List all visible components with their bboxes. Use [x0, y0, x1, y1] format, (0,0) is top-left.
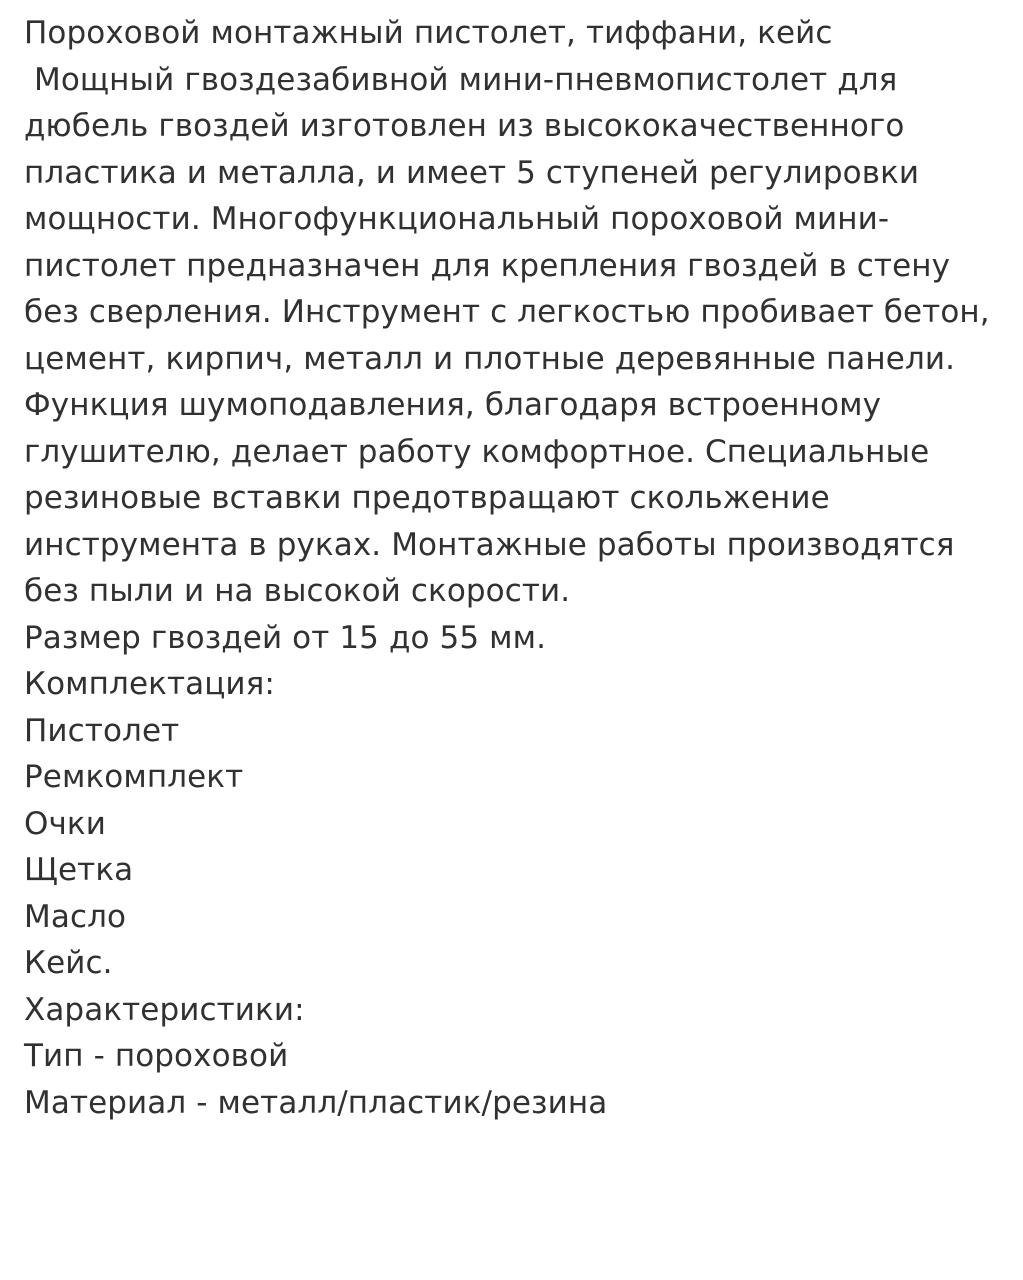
package-heading: Комплектация:	[24, 666, 275, 702]
package-item: Щетка	[24, 852, 134, 888]
nail-size-line: Размер гвоздей от 15 до 55 мм.	[24, 619, 547, 656]
package-item: Пистолет	[24, 712, 180, 749]
spec-item: Тип - пороховой	[24, 1038, 289, 1074]
description-paragraph-1: Мощный гвоздезабивной мини-пневмопистолет для дюбель гвоздей изготовлен из высококачественного пластика и металла, и имеет 5 ступеней регулировки мощности. Многофункциональный пороховой мини-пистолет предназначен для крепления гвоздей в стену без сверления. Инструмент с легкостью пробивает бетон, цемент, кирпич, металл и плотные деревянные панели.	[24, 61, 1000, 377]
spec-item: Материал - металл/пластик/резина	[24, 1084, 608, 1121]
specs-heading: Характеристики:	[24, 991, 305, 1028]
package-item: Кейс.	[24, 945, 113, 981]
package-item: Масло	[24, 898, 127, 935]
package-item: Ремкомплект	[24, 759, 244, 795]
product-title: Пороховой монтажный пистолет, тиффани, кейс	[24, 15, 833, 51]
description-paragraph-2: Функция шумоподавления, благодаря встроенному глушителю, делает работу комфортное. Специальные резиновые вставки предотвращают скольжение инструмента в руках. Монтажные работы производятся без пыли и на высокой скорости.	[24, 387, 965, 609]
package-item: Очки	[24, 805, 106, 842]
